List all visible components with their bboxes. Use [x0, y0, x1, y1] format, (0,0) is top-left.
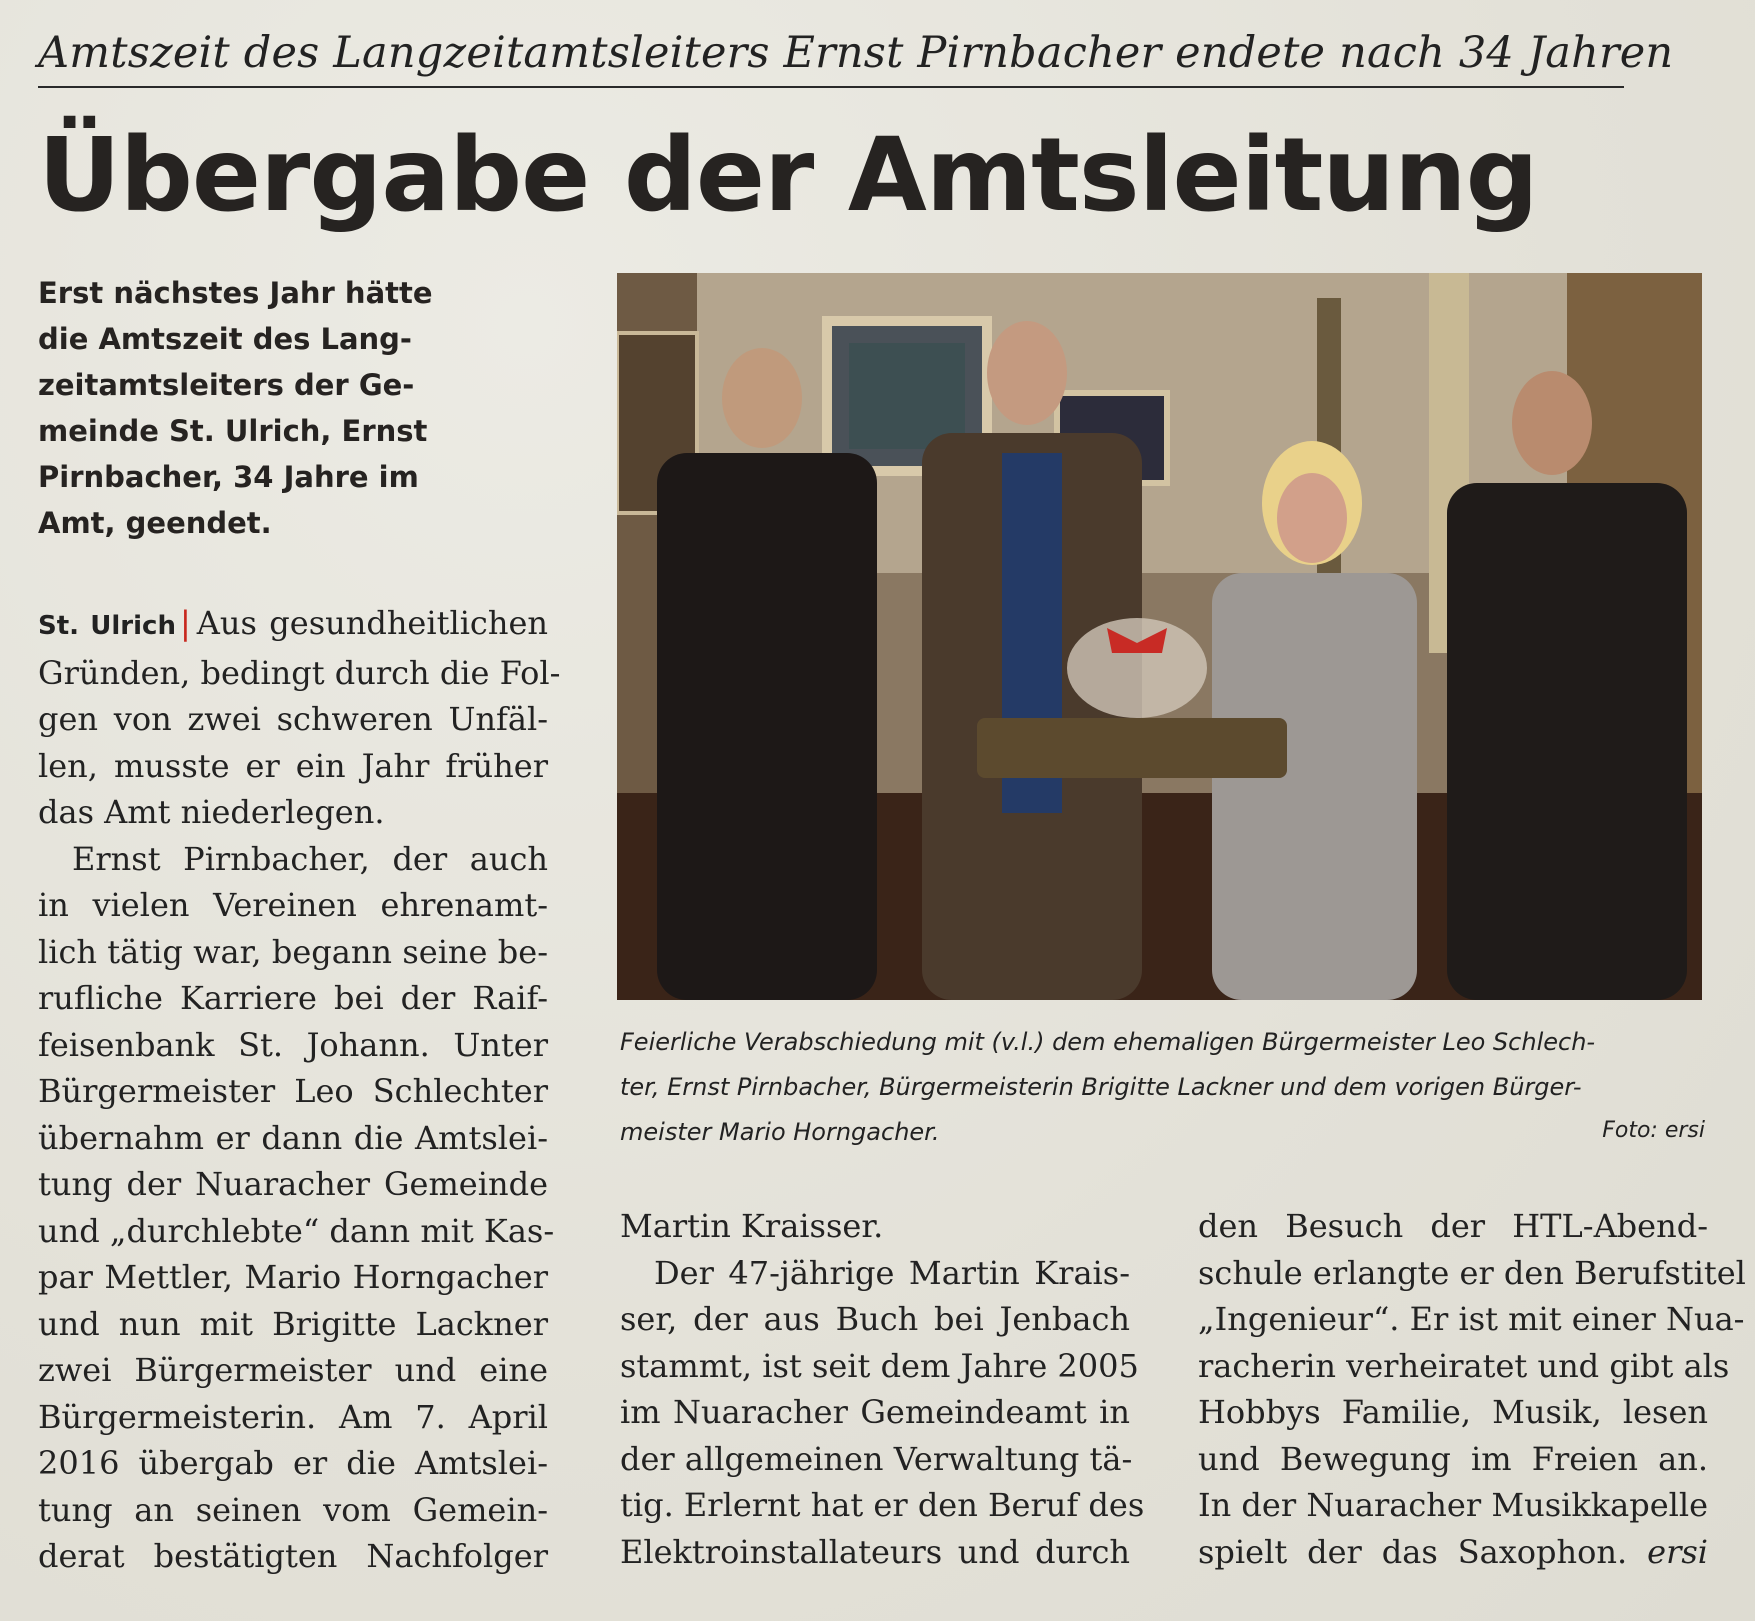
body-line: [1198, 1529, 1708, 1576]
body-line: und „durchlebte“ dann mit Kas-: [38, 1211, 555, 1250]
body-line: In der Nuaracher Musikkapelle: [1198, 1486, 1709, 1524]
lead-line: zeitamtsleiters der Ge-: [38, 368, 415, 402]
body-line: tung an seinen vom Gemein-: [38, 1490, 548, 1529]
body-column-2: [620, 1203, 1145, 1575]
photo-credit: Foto: ersi: [1602, 1118, 1705, 1143]
body-line: [38, 600, 548, 650]
lead-line: Pirnbacher, 34 Jahre im: [38, 460, 419, 494]
body-line: übernahm er dann die Amtslei-: [38, 1118, 548, 1157]
body-line: racherin verheiratet und gibt als: [1198, 1346, 1730, 1385]
body-line: Ernst Pirnbacher, der auch: [72, 839, 548, 878]
article-photo: [617, 273, 1702, 1000]
body-line: Elektroinstallateurs und durch: [620, 1532, 1130, 1571]
body-line: rufliche Karriere bei der Raif-: [38, 979, 548, 1017]
body-line: derat bestätigten Nachfolger: [38, 1537, 548, 1575]
body-line: den Besuch der HTL-Abend-: [1198, 1207, 1708, 1245]
photo-illustration: [617, 273, 1702, 1000]
lead-line: die Amtszeit des Lang-: [38, 322, 412, 356]
body-line-text: Aus gesundheitlichen: [196, 604, 548, 642]
body-line: Der 47-jährige Martin Krais-: [654, 1253, 1130, 1292]
body-line: par Mettler, Mario Horngacher: [38, 1258, 548, 1296]
body-line: zwei Bürgermeister und eine: [38, 1351, 548, 1389]
body-line: tung der Nuaracher Gemeinde: [38, 1165, 548, 1203]
body-line: der allgemeinen Verwaltung tä-: [620, 1439, 1133, 1478]
body-line: ser, der aus Buch bei Jenbach: [620, 1300, 1130, 1338]
kicker-rule: [38, 86, 1624, 88]
body-line: 2016 übergab er die Amtslei-: [38, 1444, 548, 1482]
body-column-3: [1198, 1203, 1746, 1575]
lead-line: Erst nächstes Jahr hätte: [38, 276, 433, 310]
body-line: lich tätig war, begann seine be-: [38, 932, 548, 971]
body-line: len, musste er ein Jahr früher: [38, 746, 548, 785]
body-line: Hobbys Familie, Musik, lesen: [1198, 1393, 1708, 1431]
body-line: und Bewegung im Freien an.: [1198, 1439, 1708, 1478]
body-line: Bürgermeisterin. Am 7. April: [38, 1397, 548, 1436]
body-line: feisenbank St. Johann. Unter: [38, 1025, 548, 1064]
body-line-text: spielt der das Saxophon.: [1198, 1532, 1628, 1571]
body-line: stammt, ist seit dem Jahre 2005: [620, 1346, 1139, 1385]
article-lead: [38, 270, 558, 546]
caption-line: Feierliche Verabschiedung mit (v.l.) dem ehemaligen Bürgermeister Leo Schlech-: [620, 1028, 1596, 1056]
body-line: „Ingenieur“. Er ist mit einer Nua-: [1198, 1300, 1745, 1338]
dateline: St. Ulrich: [38, 611, 176, 641]
article-headline: Übergabe der Amtsleitung: [38, 116, 1538, 235]
dateline-separator: |: [179, 604, 191, 642]
body-column-1: [38, 600, 561, 1580]
body-line: gen von zwei schweren Unfäl-: [38, 700, 548, 738]
article-kicker: Amtszeit des Langzeitamtsleiters Ernst Pirnbacher endete nach 34 Jahren: [38, 28, 1674, 78]
lead-line: Amt, geendet.: [38, 506, 272, 540]
photo-caption: [620, 1020, 1705, 1155]
caption-line: ter, Ernst Pirnbacher, Bürgermeisterin Brigitte Lackner und dem vorigen Bürger-: [620, 1073, 1582, 1101]
body-line: Martin Kraisser.: [620, 1207, 884, 1245]
caption-line: meister Mario Horngacher.: [620, 1118, 940, 1146]
body-line: tig. Erlernt hat er den Beruf des: [620, 1486, 1145, 1524]
body-line: im Nuaracher Gemeindeamt in: [620, 1393, 1130, 1431]
body-line: Gründen, bedingt durch die Fol-: [38, 653, 561, 692]
body-line: und nun mit Brigitte Lackner: [38, 1304, 548, 1343]
lead-line: meinde St. Ulrich, Ernst: [38, 414, 428, 448]
body-line: das Amt niederlegen.: [38, 793, 385, 831]
body-line: in vielen Vereinen ehrenamt-: [38, 886, 548, 924]
body-line: schule erlangte er den Berufstitel: [1198, 1253, 1746, 1292]
body-line: Bürgermeister Leo Schlechter: [38, 1072, 548, 1110]
author-signature: ersi: [1647, 1532, 1709, 1571]
